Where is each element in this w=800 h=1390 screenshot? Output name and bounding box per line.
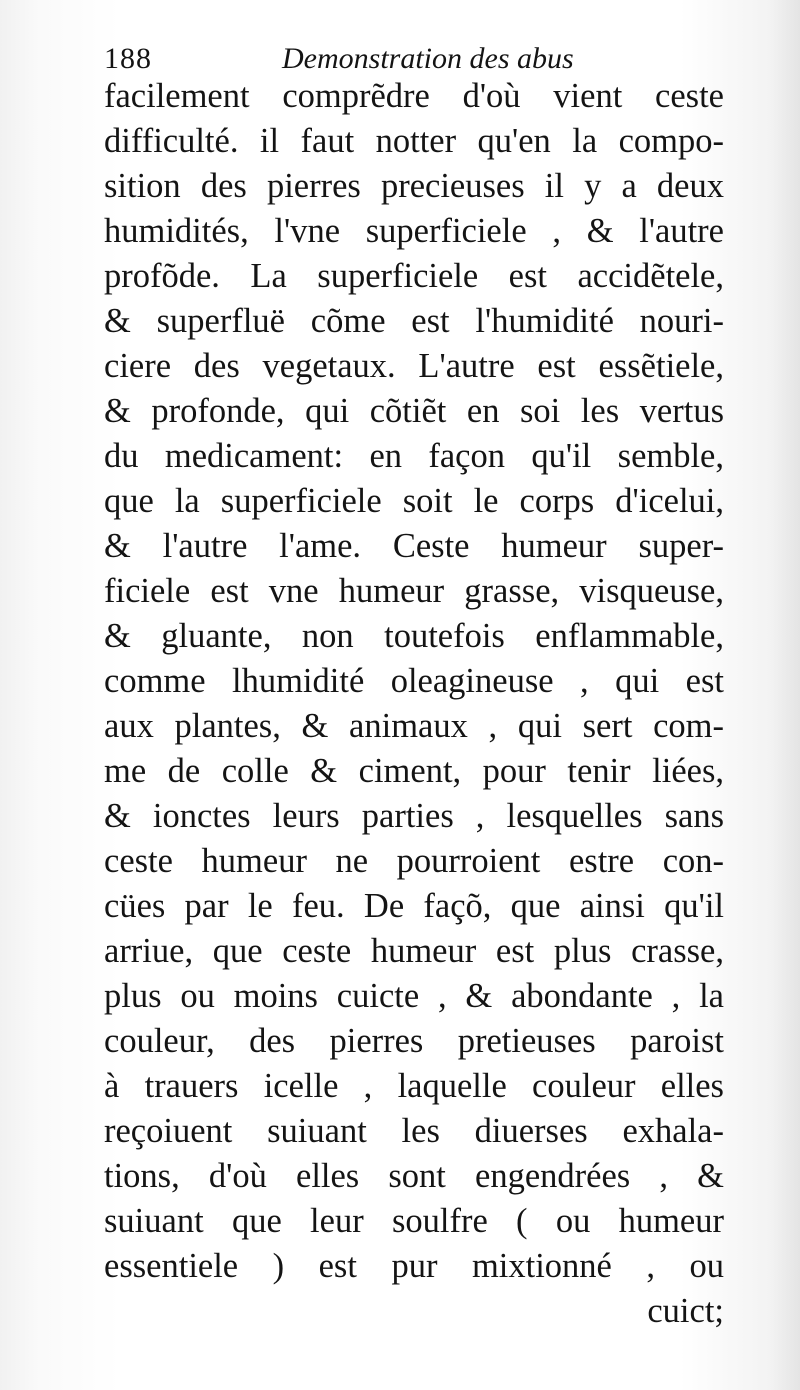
text-line: profõde. La superficiele est accidẽtele, (104, 257, 724, 295)
text-line: ciere des vegetaux. L'autre est essẽtiele, (104, 347, 724, 385)
text-line: arriue, que ceste humeur est plus crasse, (104, 932, 724, 970)
text-line: facilement comprẽdre d'où vient ceste (104, 77, 724, 115)
text-line: & profonde, qui cõtiẽt en soi les vertus (104, 392, 724, 430)
text-line: me de colle & ciment, pour tenir liées, (104, 752, 724, 790)
catchword: cuict; (647, 1292, 724, 1330)
text-line: tions, d'où elles sont engendrées , & (104, 1157, 724, 1195)
text-line: ficiele est vne humeur grasse, visqueuse, (104, 572, 724, 610)
text-line: que la superficiele soit le corps d'icelui, (104, 482, 724, 520)
text-line: du medicament: en façon qu'il semble, (104, 437, 724, 475)
text-line: à trauers icelle , laquelle couleur elles (104, 1067, 724, 1105)
text-line: reçoiuent suiuant les diuerses exhala- (104, 1112, 724, 1150)
page-number: 188 (104, 42, 152, 75)
text-line: suiuant que leur soulfre ( ou humeur (104, 1202, 724, 1240)
text-line: essentiele ) est pur mixtionné , ou (104, 1247, 724, 1285)
text-line: comme lhumidité oleagineuse , qui est (104, 662, 724, 700)
body-text (104, 74, 724, 1334)
text-line: & ionctes leurs parties , lesquelles sans (104, 797, 724, 835)
text-line: humidités, l'vne superficiele , & l'autre (104, 212, 724, 250)
text-line: cües par le feu. De façõ, que ainsi qu'il (104, 887, 724, 925)
text-line: difficulté. il faut notter qu'en la compo- (104, 122, 724, 160)
text-line: aux plantes, & animaux , qui sert com- (104, 707, 724, 745)
text-line: sition des pierres precieuses il y a deux (104, 167, 724, 205)
running-title: Demonstration des abus (282, 42, 574, 75)
text-line: & superfluë cõme est l'humidité nouri- (104, 302, 724, 340)
text-line: ceste humeur ne pourroient estre con- (104, 842, 724, 880)
text-line: & gluante, non toutefois enflammable, (104, 617, 724, 655)
text-line: couleur, des pierres pretieuses paroist (104, 1022, 724, 1060)
text-line: plus ou moins cuicte , & abondante , la (104, 977, 724, 1015)
text-line: & l'autre l'ame. Ceste humeur super- (104, 527, 724, 565)
